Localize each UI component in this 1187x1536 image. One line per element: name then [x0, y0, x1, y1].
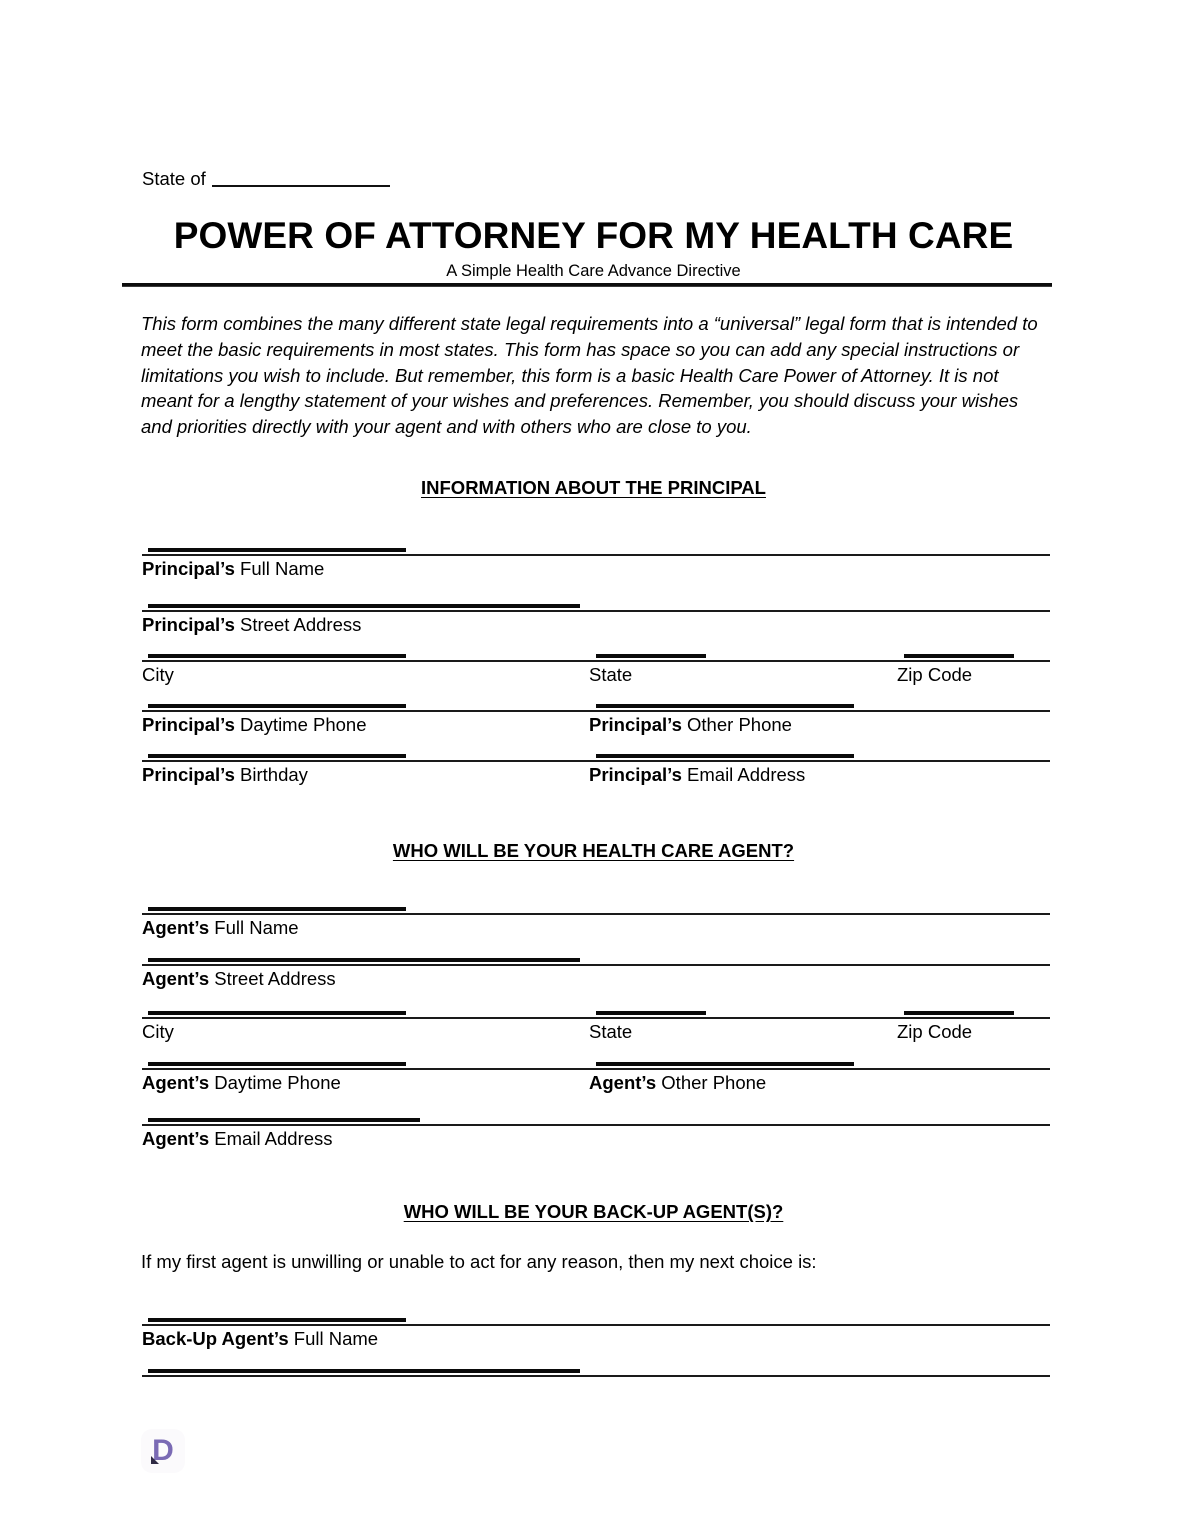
principal-full-name-rule [142, 554, 1050, 556]
principal-street-input[interactable] [148, 604, 580, 608]
principal-citystatezip-rule [142, 660, 1050, 662]
principal-other-phone-label-rest: Other Phone [681, 714, 792, 735]
state-of-blank[interactable] [212, 171, 390, 187]
agent-daytime-phone-label-bold: Agent’s [142, 1072, 210, 1093]
agent-other-phone-label-bold: Agent’s [589, 1072, 657, 1093]
agent-daytime-phone-input[interactable] [148, 1062, 406, 1066]
header-divider [122, 283, 1052, 287]
agent-citystatezip-rule [142, 1017, 1050, 1019]
principal-email-label-rest: Email Address [681, 764, 806, 785]
agent-other-phone-input[interactable] [596, 1062, 854, 1066]
agent-zip-input[interactable] [904, 1011, 1014, 1015]
principal-other-phone-label-bold: Principal’s [589, 714, 682, 735]
principal-birthday-email-rule [142, 760, 1050, 762]
agent-email-input[interactable] [148, 1118, 420, 1122]
principal-birthday-label-bold: Principal’s [142, 764, 235, 785]
principal-full-name-label-rest: Full Name [234, 558, 325, 579]
section-heading-principal-text: INFORMATION ABOUT THE PRINCIPAL [421, 477, 766, 498]
principal-daytime-phone-input[interactable] [148, 704, 406, 708]
agent-city-label: City [142, 1021, 174, 1042]
principal-daytime-phone-label-bold: Principal’s [142, 714, 235, 735]
section-heading-backup-agent [0, 1201, 1187, 1223]
principal-zip-input[interactable] [904, 654, 1014, 658]
agent-city-input[interactable] [148, 1011, 406, 1015]
agent-email-label-rest: Email Address [209, 1128, 333, 1149]
agent-street-label [142, 968, 336, 990]
agent-street-label-rest: Street Address [209, 968, 336, 989]
principal-other-phone-input[interactable] [596, 704, 854, 708]
agent-full-name-rule [142, 913, 1050, 915]
principal-full-name-label-bold: Principal’s [142, 558, 235, 579]
principal-email-input[interactable] [596, 754, 854, 758]
agent-daytime-phone-label-rest: Daytime Phone [209, 1072, 341, 1093]
principal-phones-rule [142, 710, 1050, 712]
principal-city-input[interactable] [148, 654, 406, 658]
backup-agent-full-name-label-rest: Full Name [288, 1328, 379, 1349]
principal-email-label [589, 764, 805, 786]
principal-state-input[interactable] [596, 654, 706, 658]
state-of-field[interactable] [142, 168, 390, 190]
principal-full-name-input[interactable] [148, 548, 406, 552]
page-subtitle: A Simple Health Care Advance Directive [446, 262, 741, 280]
agent-state-label: State [589, 1021, 633, 1042]
principal-other-phone-label [589, 714, 792, 736]
agent-email-label-bold: Agent’s [142, 1128, 210, 1149]
agent-email-label [142, 1128, 333, 1150]
brand-logo-letter-icon: D [152, 1434, 174, 1467]
agent-full-name-label-rest: Full Name [209, 917, 299, 938]
principal-state-label: State [589, 664, 633, 685]
agent-other-phone-label [589, 1072, 766, 1094]
backup-agent-full-name-input[interactable] [148, 1318, 406, 1322]
principal-street-label [142, 614, 361, 636]
principal-full-name-label [142, 558, 324, 580]
principal-street-label-rest: Street Address [234, 614, 362, 635]
agent-street-label-bold: Agent’s [142, 968, 210, 989]
principal-zip-label: Zip Code [897, 664, 973, 685]
page-title: POWER OF ATTORNEY FOR MY HEALTH CARE [173, 215, 1014, 256]
agent-full-name-input[interactable] [148, 907, 406, 911]
section-heading-agent [0, 840, 1187, 862]
agent-state-input[interactable] [596, 1011, 706, 1015]
principal-birthday-label [142, 764, 308, 786]
backup-agent-sentence: If my first agent is unwilling or unable to act for any reason, then my next choice is: [141, 1251, 817, 1272]
agent-street-rule [142, 964, 1050, 966]
principal-street-rule [142, 610, 1050, 612]
backup-agent-full-name-label [142, 1328, 378, 1350]
principal-daytime-phone-label [142, 714, 367, 736]
intro-paragraph: This form combines the many different state legal requirements into a “universal” legal form that is intended to meet the basic requirements in most states. This form has space so you can add any special instructions or limitations you wish to include. But remember, this form is a basic Health Care Power of Attorney. It is not meant for a lengthy statement of your wishes and preferences. Remember, you should discuss your wishes and priorities directly with your agent and with others who are close to you. [141, 313, 1038, 438]
section-heading-principal [0, 477, 1187, 499]
agent-email-rule [142, 1124, 1050, 1126]
backup-agent-street-rule [142, 1375, 1050, 1377]
principal-email-label-bold: Principal’s [589, 764, 682, 785]
brand-logo [141, 1429, 185, 1473]
state-of-label: State of [142, 168, 206, 189]
section-heading-backup-agent-text: WHO WILL BE YOUR BACK-UP AGENT(S)? [403, 1201, 784, 1222]
principal-street-label-bold: Principal’s [142, 614, 235, 635]
section-heading-agent-text: WHO WILL BE YOUR HEALTH CARE AGENT? [392, 840, 795, 861]
backup-agent-full-name-rule [142, 1324, 1050, 1326]
principal-birthday-input[interactable] [148, 754, 406, 758]
backup-agent-street-input[interactable] [148, 1369, 580, 1373]
agent-other-phone-label-rest: Other Phone [656, 1072, 767, 1093]
agent-phones-rule [142, 1068, 1050, 1070]
agent-full-name-label [142, 917, 299, 939]
agent-daytime-phone-label [142, 1072, 341, 1094]
agent-full-name-label-bold: Agent’s [142, 917, 210, 938]
agent-street-input[interactable] [148, 958, 580, 962]
principal-city-label: City [142, 664, 174, 685]
backup-agent-full-name-label-bold: Back-Up Agent’s [142, 1328, 289, 1349]
principal-daytime-phone-label-rest: Daytime Phone [234, 714, 367, 735]
agent-zip-label: Zip Code [897, 1021, 973, 1042]
principal-birthday-label-rest: Birthday [234, 764, 308, 785]
